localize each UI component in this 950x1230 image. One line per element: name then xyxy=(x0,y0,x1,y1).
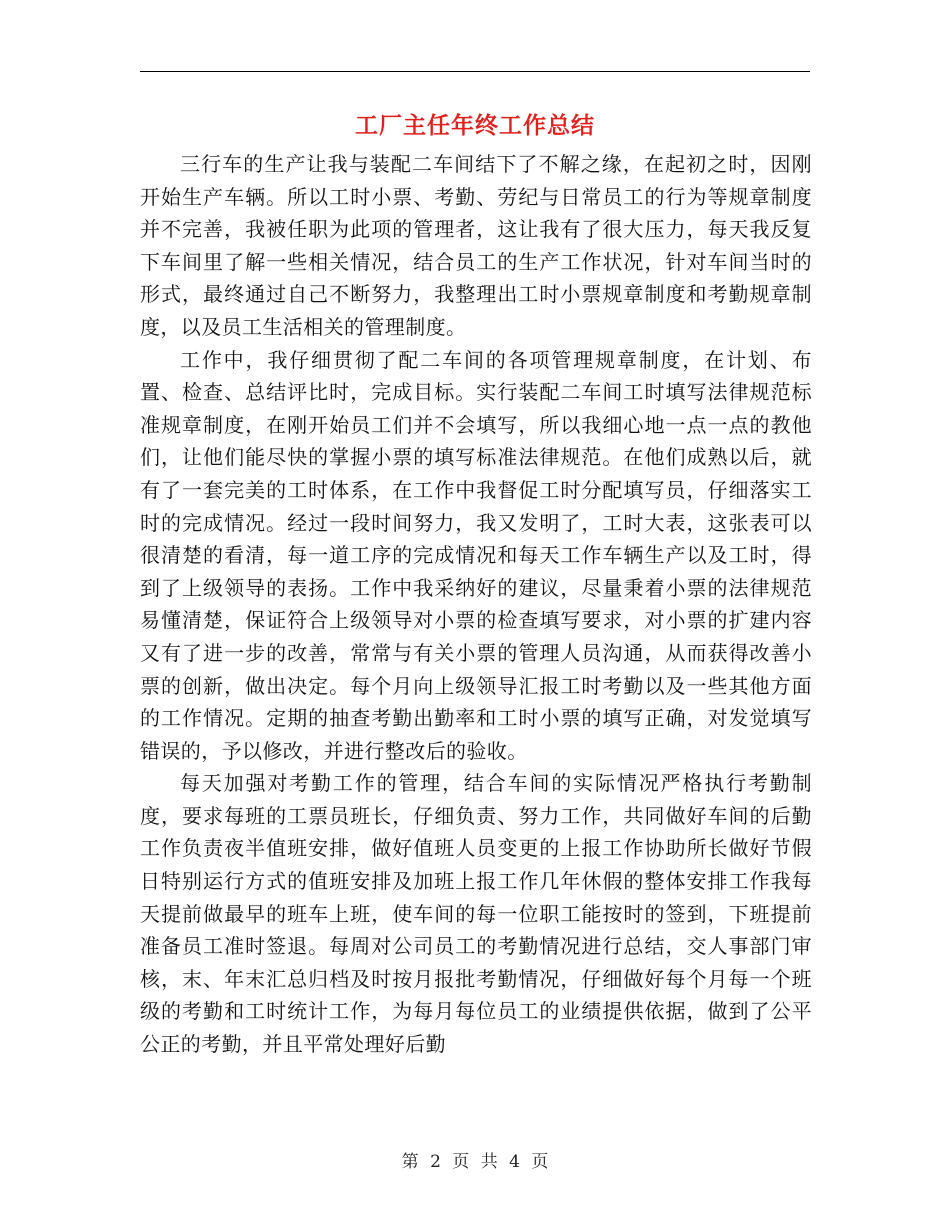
header-rule xyxy=(140,71,810,72)
document-body xyxy=(140,148,812,1061)
paragraph-1: 三行车的生产让我与装配二车间结下了不解之缘，在起初之时，因刚开始生产车辆。所以工时小票、考勤、劳纪与日常员工的行为等规章制度并不完善，我被任职为此项的管理者，这让我有了很大压力，每天我反复下车间里了解一些相关情况，结合员工的生产工作状况，针对车间当时的形式，最终通过自己不断努力，我整理出工时小票规章制度和考勤规章制度，以及员工生活相关的管理制度。 xyxy=(140,152,812,339)
page-number-footer: 第 2 页 共 4 页 xyxy=(401,1152,549,1172)
paragraph-3: 每天加强对考勤工作的管理，结合车间的实际情况严格执行考勤制度，要求每班的工票员班长，仔细负责、努力工作，共同做好车间的后勤工作负责夜半值班安排，做好值班人员变更的上报工作协助所长做好节假日特别运行方式的值班安排及加班上报工作几年休假的整体安排工作我每天提前做最早的班车上班，使车间的每一位职工能按时的签到，下班提前准备员工准时签退。每周对公司员工的考勤情况进行总结，交人事部门审核，末、年末汇总归档及时按月报批考勤情况，仔细做好每个月每一个班级的考勤和工时统计工作，为每月每位员工的业绩提供依据，做到了公平公正的考勤，并且平常处理好后勤 xyxy=(140,771,812,1057)
document-title: 工厂主任年终工作总结 xyxy=(355,112,595,139)
paragraph-2: 工作中，我仔细贯彻了配二车间的各项管理规章制度，在计划、布置、检查、总结评比时，完成目标。实行装配二车间工时填写法律规范标准规章制度，在刚开始员工们并不会填写，所以我细心地一点一点的教他们，让他们能尽快的掌握小票的填写标准法律规范。在他们成熟以后，就有了一套完美的工时体系，在工作中我督促工时分配填写员，仔细落实工时的完成情况。经过一段时间努力，我又发明了，工时大表，这张表可以很清楚的看清，每一道工序的完成情况和每天工作车辆生产以及工时，得到了上级领导的表扬。工作中我采纳好的建议，尽量秉着小票的法律规范易懂清楚，保证符合上级领导对小票的检查填写要求，对小票的扩建内容又有了进一步的改善，常常与有关小票的管理人员沟通，从而获得改善小票的创新，做出决定。每个月向上级领导汇报工时考勤以及一些其他方面的工作情况。定期的抽查考勤出勤率和工时小票的填写正确，对发觉填写错误的，予以修改，并进行整改后的验收。 xyxy=(140,347,812,763)
